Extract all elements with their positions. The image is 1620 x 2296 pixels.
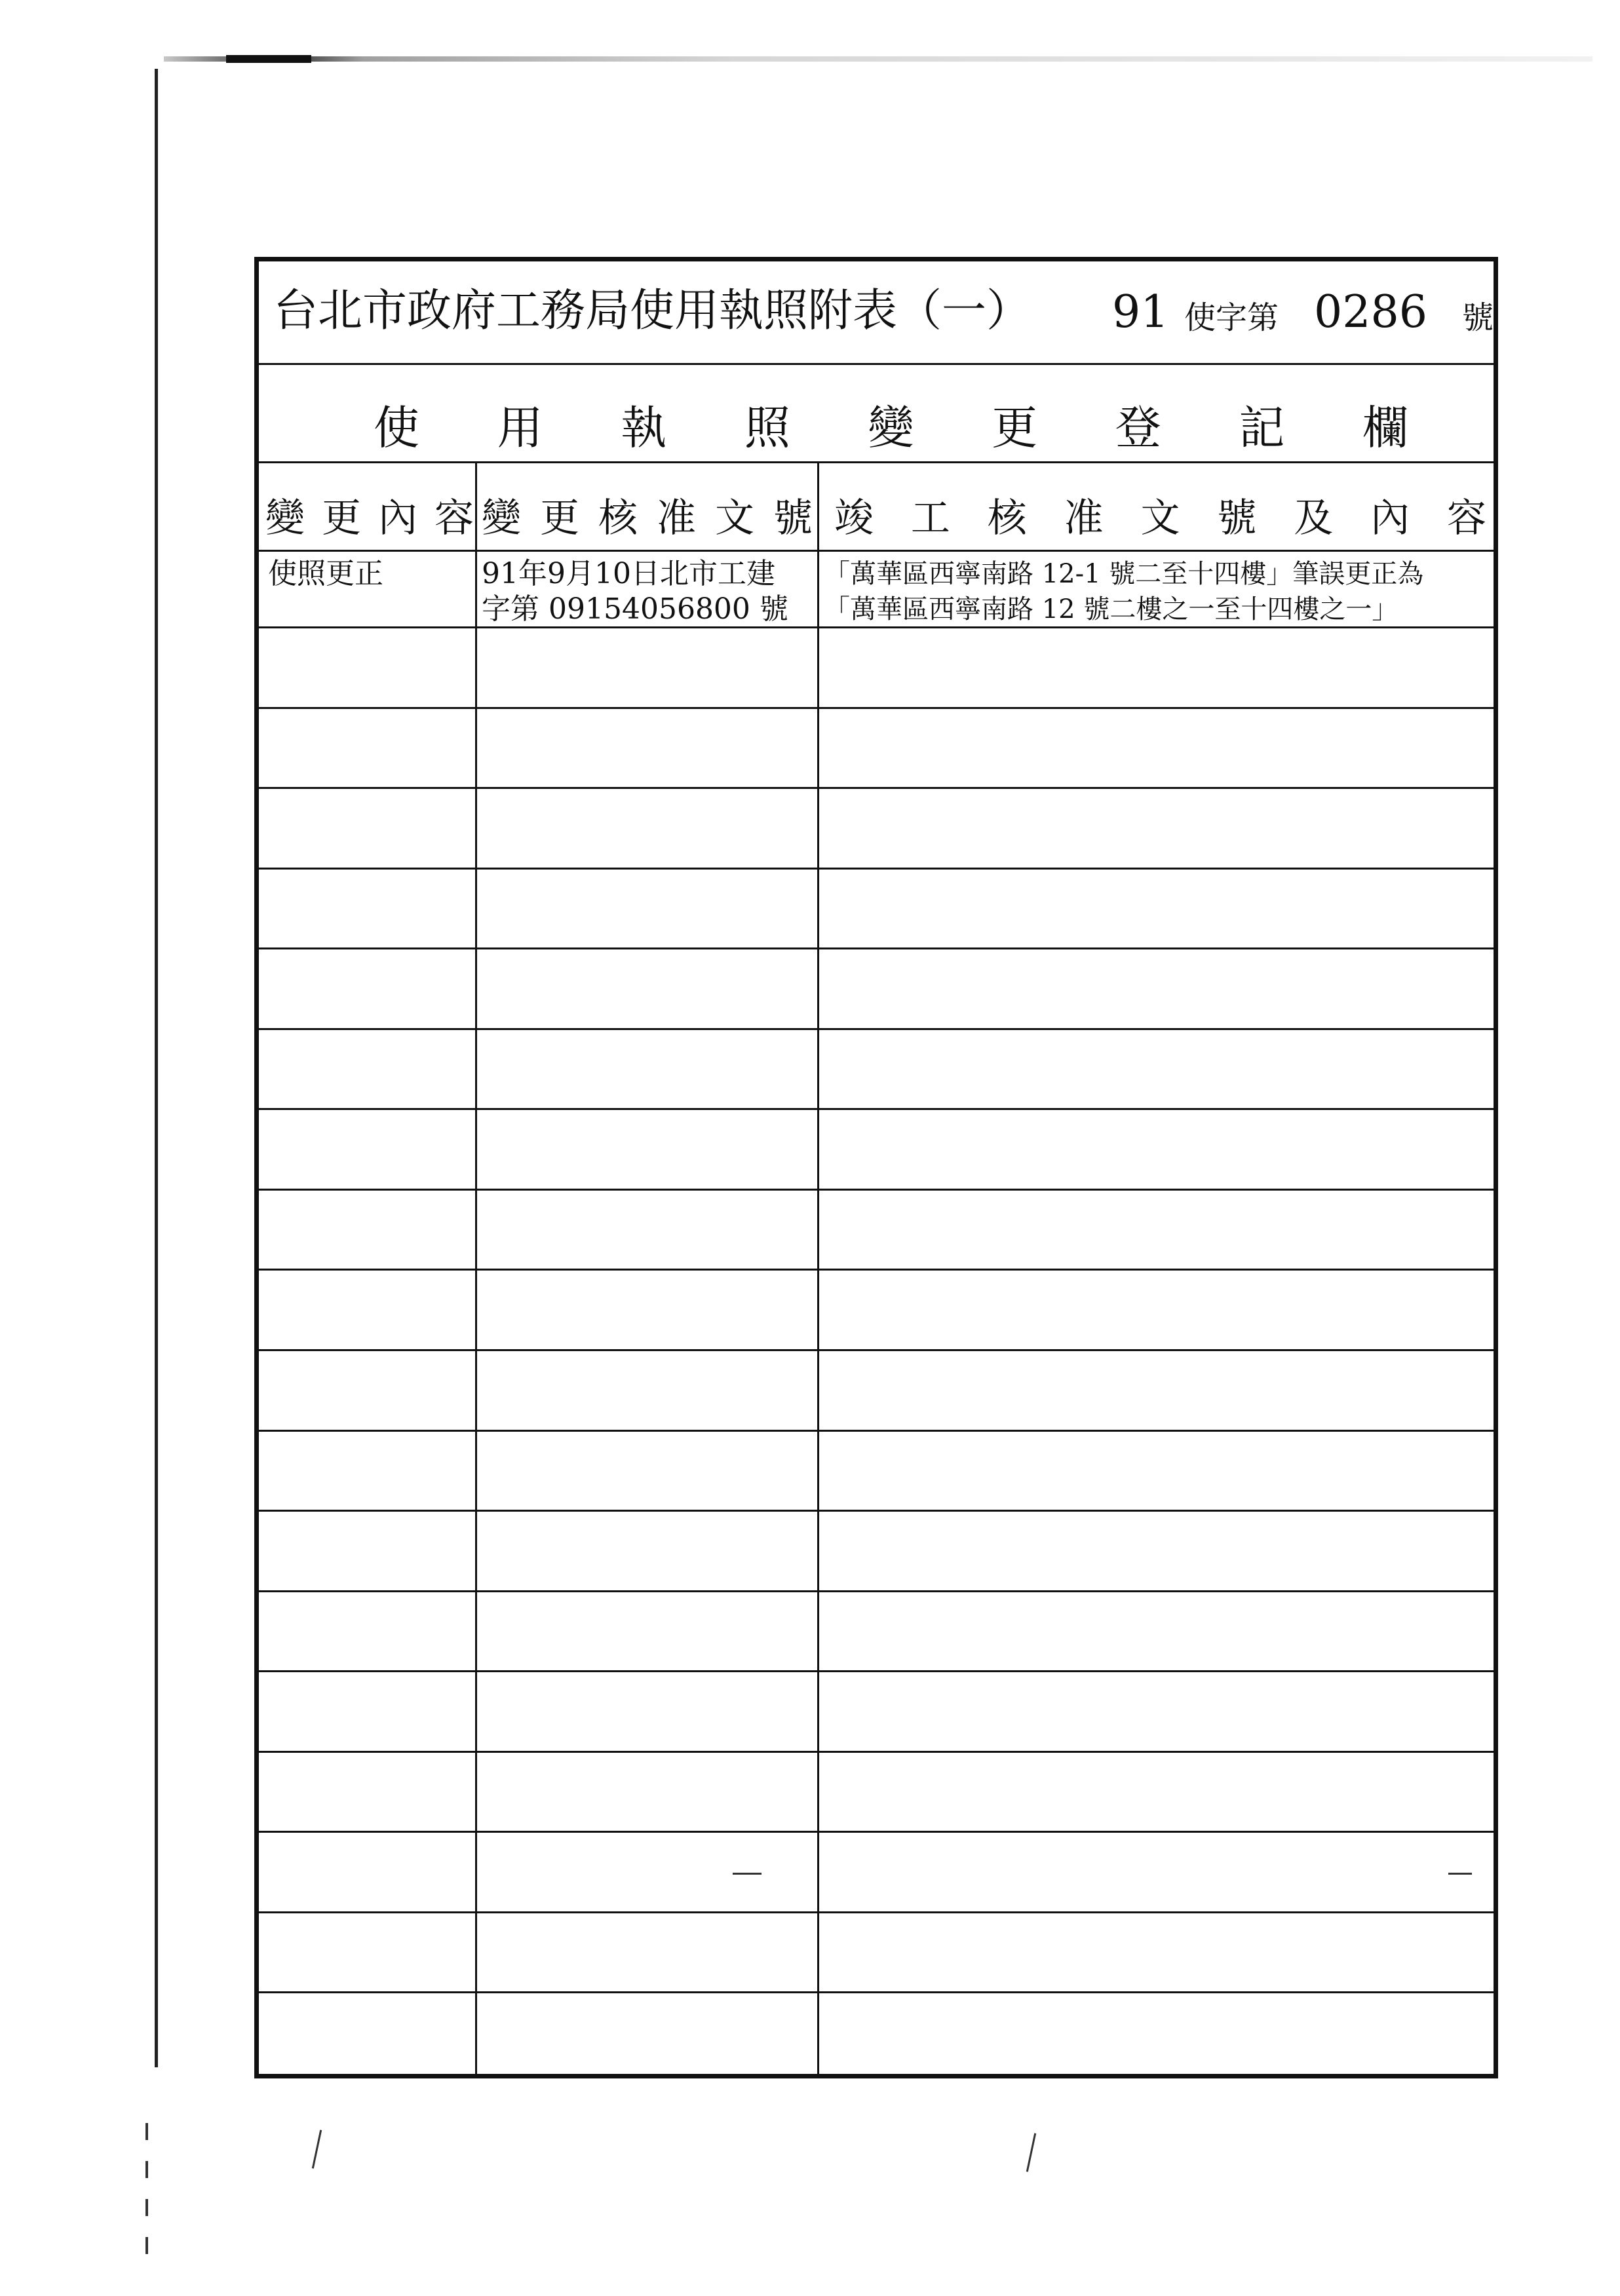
header-char: 號 [1217, 495, 1257, 541]
header-char: 內 [1370, 495, 1410, 541]
scan-mark [1026, 2133, 1036, 2172]
header-char: 核 [987, 495, 1027, 541]
table-row [259, 1993, 1494, 2074]
section-title-char: 照 [744, 401, 790, 455]
section-title-char: 記 [1239, 401, 1285, 455]
approval-number-line: 91年9月10日北市工建 [482, 557, 775, 590]
table-row [259, 1833, 1494, 1913]
column-header-change-content [265, 487, 474, 543]
header-char: 核 [598, 495, 638, 541]
header-char: 更 [322, 495, 361, 541]
table-row [259, 1913, 1494, 1994]
year-number: 91 [1112, 286, 1169, 338]
scan-mark [312, 2130, 322, 2168]
section-title-char: 使 [374, 401, 419, 455]
header-char: 文 [715, 495, 754, 541]
header-char: 容 [1447, 495, 1486, 541]
permit-form [254, 257, 1498, 2078]
completion-content-line: 「萬華區西寧南路 12-1 號二至十四樓」筆誤更正為 [824, 559, 1424, 589]
header-char: 容 [434, 495, 474, 541]
header-char: 更 [540, 495, 579, 541]
table-row [259, 1753, 1494, 1833]
scan-edge-top [164, 56, 1592, 62]
section-title-char: 欄 [1362, 401, 1408, 455]
table-row [259, 628, 1494, 709]
completion-content-line: 「萬華區西寧南路 12 號二樓之一至十四樓之一」 [824, 594, 1398, 624]
scan-edge-mark [226, 55, 311, 63]
table-row [259, 1672, 1494, 1753]
table-row [259, 1191, 1494, 1271]
table-row [259, 1110, 1494, 1191]
header-char: 文 [1140, 495, 1180, 541]
section-title-row [259, 365, 1494, 463]
table-row [259, 1432, 1494, 1512]
scan-edge-ticks [145, 2123, 148, 2254]
header-char: 變 [265, 495, 305, 541]
table-row [259, 1351, 1494, 1432]
change-content-cell: 使照更正 [268, 557, 383, 590]
table-row [259, 949, 1494, 1030]
header-char: 准 [1064, 495, 1104, 541]
section-title-char: 用 [497, 401, 543, 455]
header-char: 准 [657, 495, 696, 541]
section-title [374, 391, 1408, 457]
section-title-char: 執 [621, 401, 667, 455]
table-row [259, 1271, 1494, 1351]
permit-number: 0286 [1314, 286, 1428, 338]
section-title-char: 登 [1115, 401, 1161, 455]
header-char: 內 [378, 495, 417, 541]
scan-edge-left [155, 69, 158, 2067]
header-char: 號 [773, 495, 813, 541]
header-char: 變 [482, 495, 521, 541]
header-char: 竣 [834, 495, 874, 541]
column-header-row [259, 463, 1494, 552]
table-row [259, 1592, 1494, 1673]
section-title-char: 更 [992, 401, 1038, 455]
column-header-completion [834, 487, 1486, 543]
permit-suffix: 號 [1462, 299, 1494, 336]
header-char: 工 [910, 495, 950, 541]
table-row [259, 789, 1494, 870]
permit-prefix: 使字第 [1184, 299, 1279, 336]
approval-number-line: 字第 09154056800 號 [482, 592, 788, 626]
column-header-approval-number [482, 487, 813, 543]
section-title-char: 變 [868, 401, 914, 455]
header-char: 及 [1294, 495, 1334, 541]
table-row [259, 552, 1494, 628]
table-row [259, 1030, 1494, 1111]
form-title: 台北市政府工務局使用執照附表（一） [273, 285, 1032, 337]
table-row [259, 870, 1494, 950]
table-row [259, 709, 1494, 790]
form-title-row [259, 261, 1494, 365]
table-row [259, 1512, 1494, 1592]
